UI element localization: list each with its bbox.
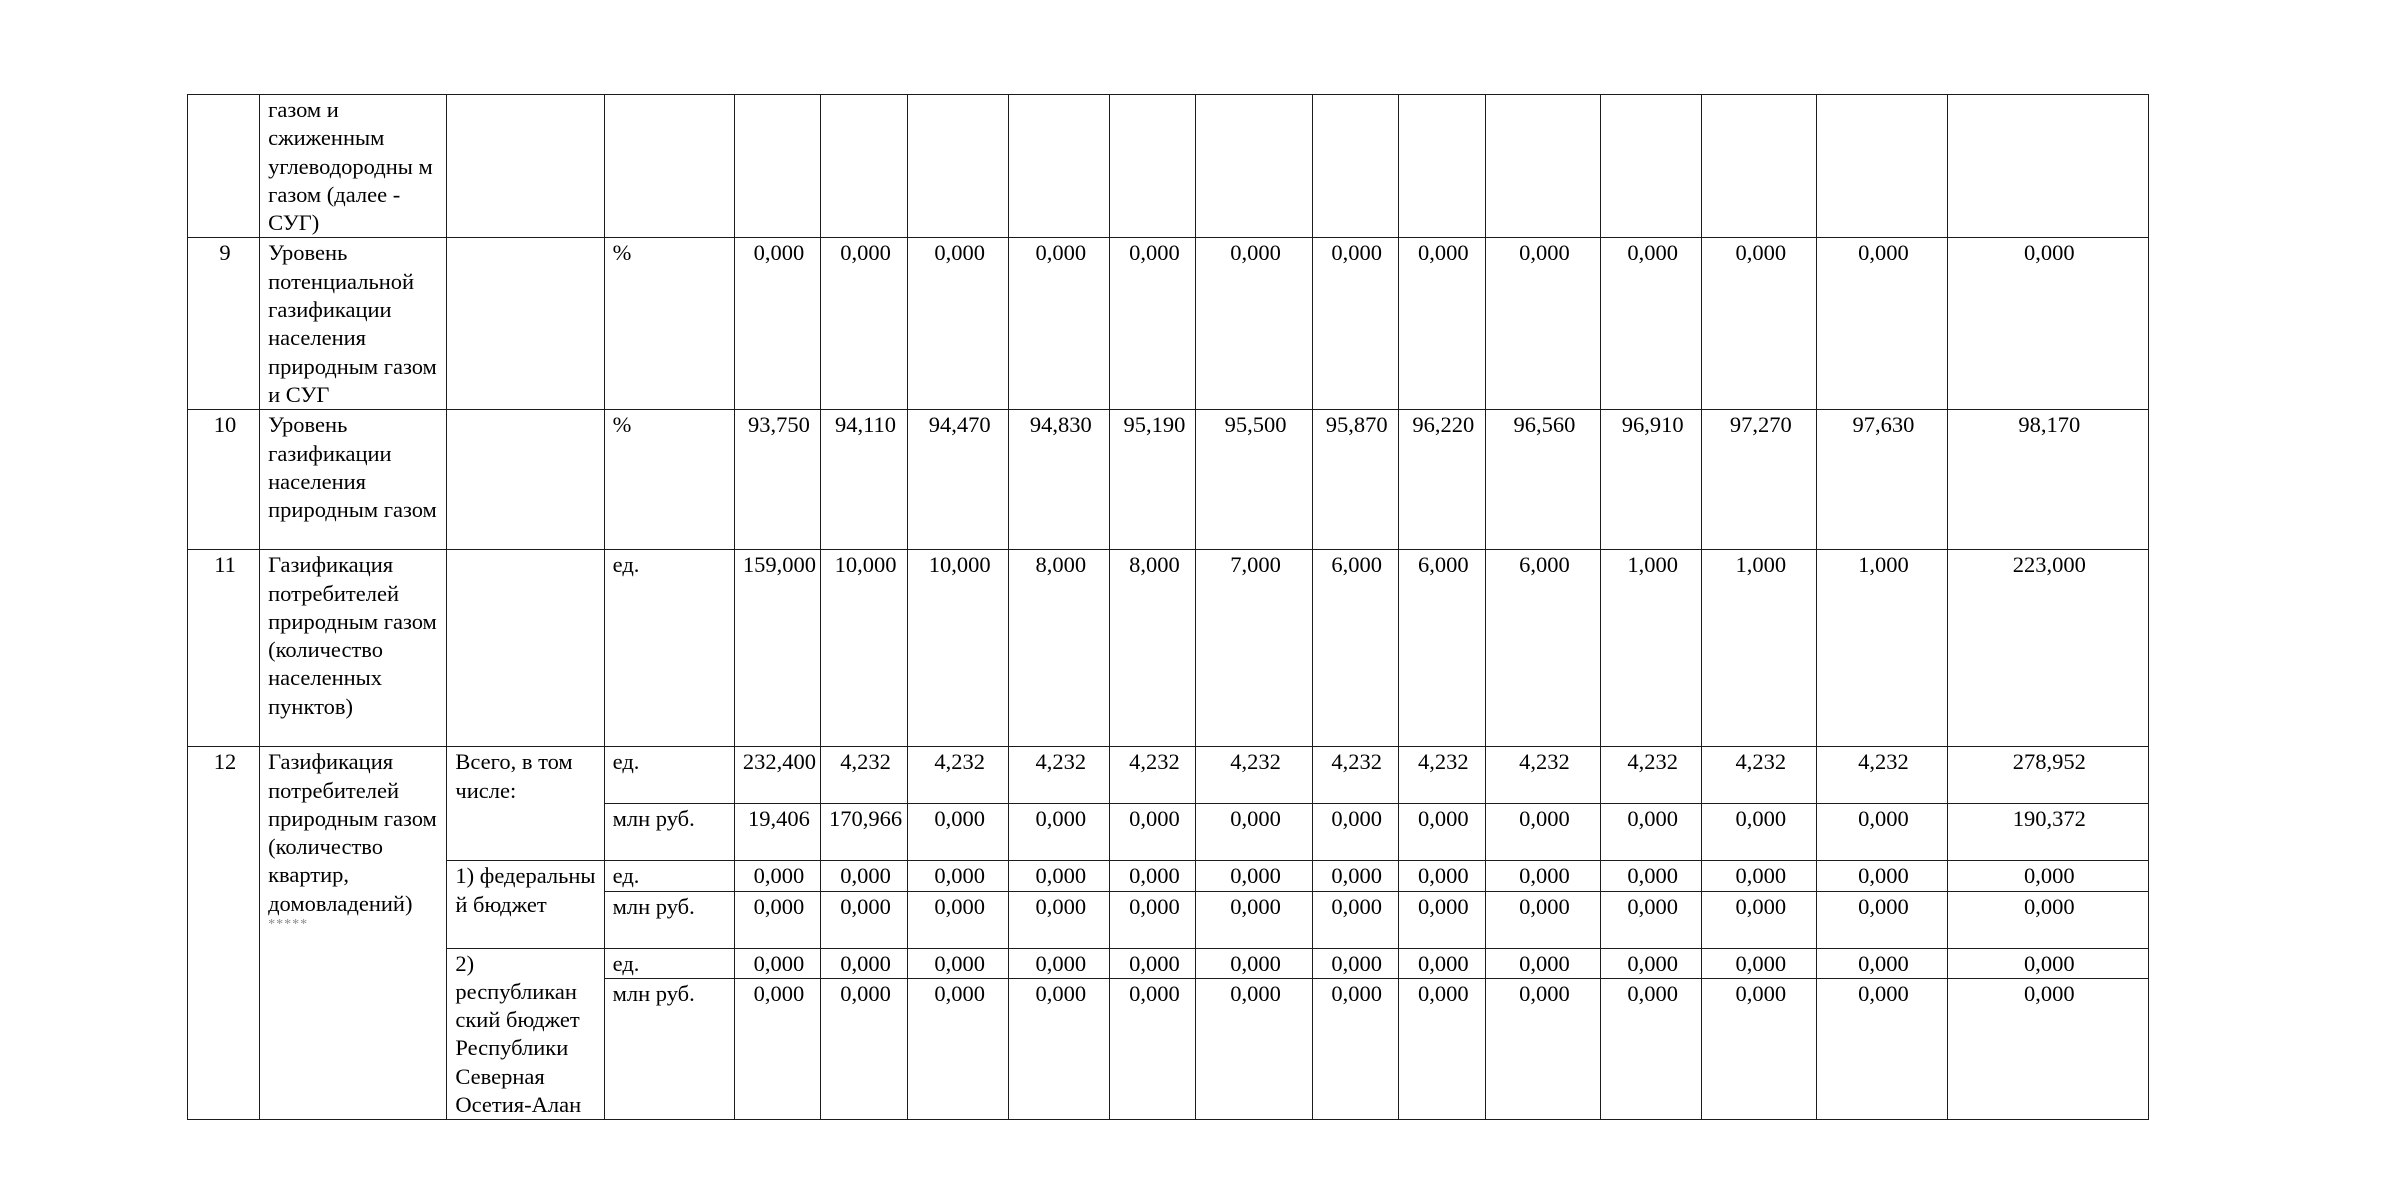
value-cell: 0,000: [1398, 861, 1485, 891]
value-cell: 4,232: [1110, 747, 1196, 804]
value-cell: 1,000: [1817, 550, 1947, 747]
table-row-12-republic-units: [188, 948, 2149, 979]
value-cell: 0,000: [734, 948, 820, 979]
value-cell: 0,000: [1196, 979, 1312, 1120]
source-cell-federal: 1) федеральны й бюджет: [447, 861, 604, 948]
value-cell: [1485, 95, 1600, 238]
value-cell: 0,000: [1601, 948, 1702, 979]
total-value-cell: 278,952: [1947, 747, 2148, 804]
source-cell-total: Всего, в том числе:: [447, 747, 604, 861]
value-cell: 6,000: [1398, 550, 1485, 747]
value-cell: 0,000: [1702, 804, 1817, 861]
value-cell: 0,000: [1817, 861, 1947, 891]
indicator-name-cell: Газификация потребителей природным газом (количество населенных пунктов): [260, 550, 447, 747]
row-number-cell: [188, 95, 260, 238]
value-cell: 6,000: [1485, 550, 1600, 747]
source-cell: [447, 238, 604, 410]
unit-cell: ед.: [604, 550, 734, 747]
unit-cell: %: [604, 410, 734, 550]
value-cell: 0,000: [1312, 979, 1398, 1120]
value-cell: [734, 95, 820, 238]
value-cell: 0,000: [820, 891, 907, 948]
value-cell: 0,000: [1009, 891, 1110, 948]
table-row-10: [188, 410, 2149, 550]
value-cell: [1398, 95, 1485, 238]
value-cell: 0,000: [820, 979, 907, 1120]
value-cell: 0,000: [1196, 804, 1312, 861]
value-cell: [1196, 95, 1312, 238]
value-cell: 0,000: [1312, 891, 1398, 948]
value-cell: 96,220: [1398, 410, 1485, 550]
total-value-cell: 0,000: [1947, 948, 2148, 979]
value-cell: 0,000: [734, 238, 820, 410]
value-cell: [1702, 95, 1817, 238]
unit-cell: ед.: [604, 861, 734, 891]
value-cell: 0,000: [1398, 891, 1485, 948]
total-value-cell: 190,372: [1947, 804, 2148, 861]
indicator-name-cell: Уровень газификации населения природным газом: [260, 410, 447, 550]
value-cell: 232,400: [734, 747, 820, 804]
value-cell: 10,000: [908, 550, 1009, 747]
indicator-name-text: Газификация потребителей природным газом (количество квартир, домовладений): [268, 749, 437, 916]
value-cell: 19,406: [734, 804, 820, 861]
value-cell: 1,000: [1601, 550, 1702, 747]
value-cell: 0,000: [1110, 238, 1196, 410]
value-cell: 0,000: [1817, 948, 1947, 979]
value-cell: 4,232: [1702, 747, 1817, 804]
unit-cell: млн руб.: [604, 891, 734, 948]
value-cell: 4,232: [908, 747, 1009, 804]
value-cell: [1312, 95, 1398, 238]
value-cell: 170,966: [820, 804, 907, 861]
total-value-cell: 0,000: [1947, 891, 2148, 948]
value-cell: 1,000: [1702, 550, 1817, 747]
value-cell: 95,870: [1312, 410, 1398, 550]
value-cell: 0,000: [734, 891, 820, 948]
indicator-name-cell: газом и сжиженным углеводородны м газом (далее - СУГ): [260, 95, 447, 238]
value-cell: 0,000: [820, 948, 907, 979]
table-row-11: [188, 550, 2149, 747]
table-row-8-continued: [188, 95, 2149, 238]
value-cell: 0,000: [1601, 979, 1702, 1120]
value-cell: 94,830: [1009, 410, 1110, 550]
value-cell: 0,000: [1312, 948, 1398, 979]
value-cell: 96,560: [1485, 410, 1600, 550]
value-cell: 0,000: [1009, 861, 1110, 891]
value-cell: 4,232: [820, 747, 907, 804]
value-cell: 0,000: [1196, 861, 1312, 891]
value-cell: 0,000: [1817, 891, 1947, 948]
value-cell: 4,232: [1196, 747, 1312, 804]
value-cell: 0,000: [1009, 979, 1110, 1120]
indicator-name-cell: [260, 747, 447, 1120]
table-row-12-federal-units: [188, 861, 2149, 891]
value-cell: [1601, 95, 1702, 238]
value-cell: 0,000: [1009, 804, 1110, 861]
value-cell: 0,000: [1702, 948, 1817, 979]
value-cell: 4,232: [1817, 747, 1947, 804]
value-cell: 4,232: [1009, 747, 1110, 804]
value-cell: 97,270: [1702, 410, 1817, 550]
value-cell: 4,232: [1398, 747, 1485, 804]
source-cell: [447, 550, 604, 747]
indicator-name-cell: Уровень потенциальной газификации населения природным газом и СУГ: [260, 238, 447, 410]
value-cell: 4,232: [1312, 747, 1398, 804]
value-cell: 0,000: [1485, 979, 1600, 1120]
value-cell: 0,000: [1601, 861, 1702, 891]
unit-cell: ед.: [604, 948, 734, 979]
value-cell: 0,000: [1196, 948, 1312, 979]
value-cell: 0,000: [734, 979, 820, 1120]
total-value-cell: 0,000: [1947, 238, 2148, 410]
value-cell: 0,000: [1485, 238, 1600, 410]
row-number-cell: 9: [188, 238, 260, 410]
row-number-cell: 12: [188, 747, 260, 1120]
footnote-mark: *****: [268, 917, 309, 933]
value-cell: 0,000: [1485, 804, 1600, 861]
value-cell: 10,000: [820, 550, 907, 747]
value-cell: 159,000: [734, 550, 820, 747]
total-value-cell: 223,000: [1947, 550, 2148, 747]
value-cell: [1110, 95, 1196, 238]
value-cell: 0,000: [1601, 891, 1702, 948]
value-cell: 0,000: [1110, 891, 1196, 948]
value-cell: 0,000: [1312, 804, 1398, 861]
source-cell: [447, 95, 604, 238]
value-cell: 0,000: [1817, 979, 1947, 1120]
total-value-cell: 0,000: [1947, 979, 2148, 1120]
value-cell: [1947, 95, 2148, 238]
value-cell: 94,110: [820, 410, 907, 550]
value-cell: [1817, 95, 1947, 238]
value-cell: 0,000: [1196, 891, 1312, 948]
value-cell: [820, 95, 907, 238]
value-cell: 0,000: [1312, 238, 1398, 410]
value-cell: 0,000: [1110, 979, 1196, 1120]
value-cell: 0,000: [1702, 238, 1817, 410]
unit-cell: [604, 95, 734, 238]
value-cell: 0,000: [1196, 238, 1312, 410]
source-cell: [447, 410, 604, 550]
table-row-12-total-units: [188, 747, 2149, 804]
value-cell: 0,000: [1702, 979, 1817, 1120]
value-cell: 8,000: [1110, 550, 1196, 747]
source-cell-republic: 2) республикан ский бюджет Республики Северная Осетия-Алан: [447, 948, 604, 1120]
value-cell: [908, 95, 1009, 238]
value-cell: [1009, 95, 1110, 238]
value-cell: 0,000: [908, 891, 1009, 948]
value-cell: 8,000: [1009, 550, 1110, 747]
value-cell: 0,000: [1110, 948, 1196, 979]
row-number-cell: 10: [188, 410, 260, 550]
value-cell: 0,000: [734, 861, 820, 891]
unit-cell: %: [604, 238, 734, 410]
value-cell: 94,470: [908, 410, 1009, 550]
value-cell: 0,000: [1702, 861, 1817, 891]
value-cell: 0,000: [908, 238, 1009, 410]
total-value-cell: 98,170: [1947, 410, 2148, 550]
value-cell: 93,750: [734, 410, 820, 550]
unit-cell: ед.: [604, 747, 734, 804]
value-cell: 0,000: [1601, 238, 1702, 410]
value-cell: 0,000: [908, 979, 1009, 1120]
value-cell: 0,000: [1398, 948, 1485, 979]
value-cell: 7,000: [1196, 550, 1312, 747]
unit-cell: млн руб.: [604, 979, 734, 1120]
value-cell: 96,910: [1601, 410, 1702, 550]
value-cell: 0,000: [1110, 861, 1196, 891]
value-cell: 0,000: [1817, 804, 1947, 861]
value-cell: 0,000: [1485, 891, 1600, 948]
value-cell: 0,000: [820, 238, 907, 410]
value-cell: 0,000: [1398, 804, 1485, 861]
value-cell: 0,000: [1601, 804, 1702, 861]
value-cell: 0,000: [1312, 861, 1398, 891]
value-cell: 0,000: [908, 804, 1009, 861]
value-cell: 0,000: [908, 861, 1009, 891]
value-cell: 0,000: [908, 948, 1009, 979]
value-cell: 97,630: [1817, 410, 1947, 550]
value-cell: 0,000: [1485, 861, 1600, 891]
value-cell: 0,000: [1485, 948, 1600, 979]
value-cell: 95,190: [1110, 410, 1196, 550]
value-cell: 0,000: [1398, 979, 1485, 1120]
value-cell: 95,500: [1196, 410, 1312, 550]
value-cell: 0,000: [1702, 891, 1817, 948]
table-row-9: [188, 238, 2149, 410]
value-cell: 0,000: [820, 861, 907, 891]
value-cell: 0,000: [1817, 238, 1947, 410]
row-number-cell: 11: [188, 550, 260, 747]
value-cell: 6,000: [1312, 550, 1398, 747]
value-cell: 0,000: [1009, 948, 1110, 979]
total-value-cell: 0,000: [1947, 861, 2148, 891]
value-cell: 0,000: [1110, 804, 1196, 861]
value-cell: 4,232: [1601, 747, 1702, 804]
indicators-table: [187, 94, 2149, 1120]
unit-cell: млн руб.: [604, 804, 734, 861]
value-cell: 0,000: [1009, 238, 1110, 410]
value-cell: 4,232: [1485, 747, 1600, 804]
value-cell: 0,000: [1398, 238, 1485, 410]
